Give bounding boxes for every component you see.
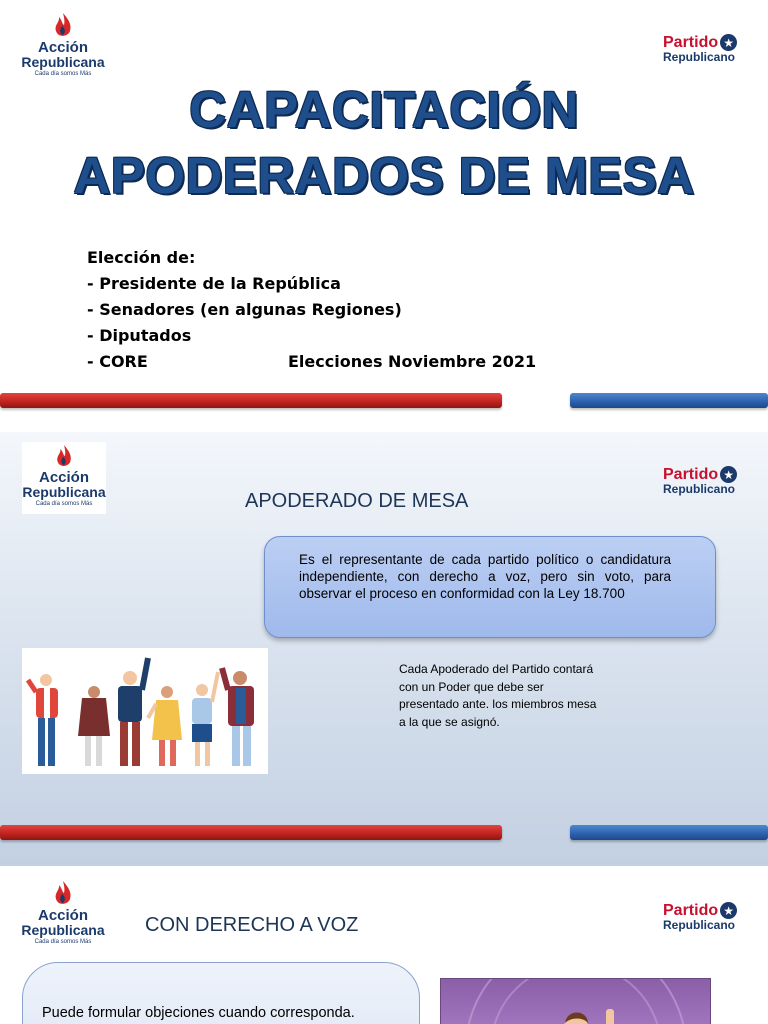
election-item-row [87,349,687,375]
partido-republicano-logo [663,34,753,64]
election-heading: Elección de: [87,248,196,267]
title-line2: APODERADOS DE MESA [73,147,695,204]
election-date: Elecciones Noviembre 2021 [288,352,537,371]
title-line1: CAPACITACIÓN [189,81,579,138]
flame-icon [54,444,74,470]
logo-line2: Republicano [663,482,736,496]
decorative-blue-bar [570,393,768,408]
star-icon: ★ [720,902,737,919]
logo-line1: Partido [663,465,719,483]
logo-line1: Partido [663,901,719,919]
objection-box [22,962,420,1024]
logo-line2: Republicana [21,922,105,938]
slide-apoderado [0,432,768,866]
logo-line2: Republicana [22,484,106,500]
logo-tagline: Cada día somos Más [35,501,93,507]
slide-heading: APODERADO DE MESA [245,490,469,512]
group-of-people-cheering-icon [22,648,268,774]
partido-republicano-logo [663,902,753,932]
poder-description: Cada Apoderado del Partido contará con un Poder que debe ser presentado ante. los miembros mesa a la que se asignó. [399,662,597,729]
logo-line2: Republicana [21,54,105,70]
logo-tagline: Cada día somos Más [34,71,92,77]
logo-line2: Republicano [663,50,736,64]
accion-republicana-logo [20,12,106,78]
election-list [87,245,687,375]
flame-icon [52,880,74,908]
logo-line1: Acción [37,907,88,924]
logo-frame [22,442,106,514]
objection-text: Puede formular objeciones cuando corresponda. [42,1005,355,1021]
accion-republicana-logo [20,880,106,946]
election-item: - Diputados [87,326,192,345]
accion-republicana-logo [21,444,107,508]
logo-line1: Acción [38,469,89,486]
decorative-red-bar [0,393,502,408]
slide-title [0,0,768,420]
partido-republicano-logo [663,466,753,496]
logo-line1: Partido [663,33,719,51]
star-icon: ★ [720,466,737,483]
logo-line2: Republicano [663,918,736,932]
election-item: - CORE [87,352,148,371]
slide-derecho-voz [0,868,768,1024]
woman-raising-hand-icon [440,978,711,1024]
decorative-red-bar [0,825,502,840]
decorative-blue-bar [570,825,768,840]
election-item: - Senadores (en algunas Regiones) [87,300,402,319]
logo-tagline: Cada día somos Más [34,939,92,945]
flame-icon [52,12,74,40]
star-icon: ★ [720,34,737,51]
logo-line1: Acción [37,39,88,56]
election-item: - Presidente de la República [87,274,341,293]
slide-heading: CON DERECHO A VOZ [145,914,359,936]
definition-box: Es el representante de cada partido político o candidatura independiente, con derecho a voz, pero sin voto, para observar el proceso en conformidad con la Ley 18.700 [264,536,716,638]
